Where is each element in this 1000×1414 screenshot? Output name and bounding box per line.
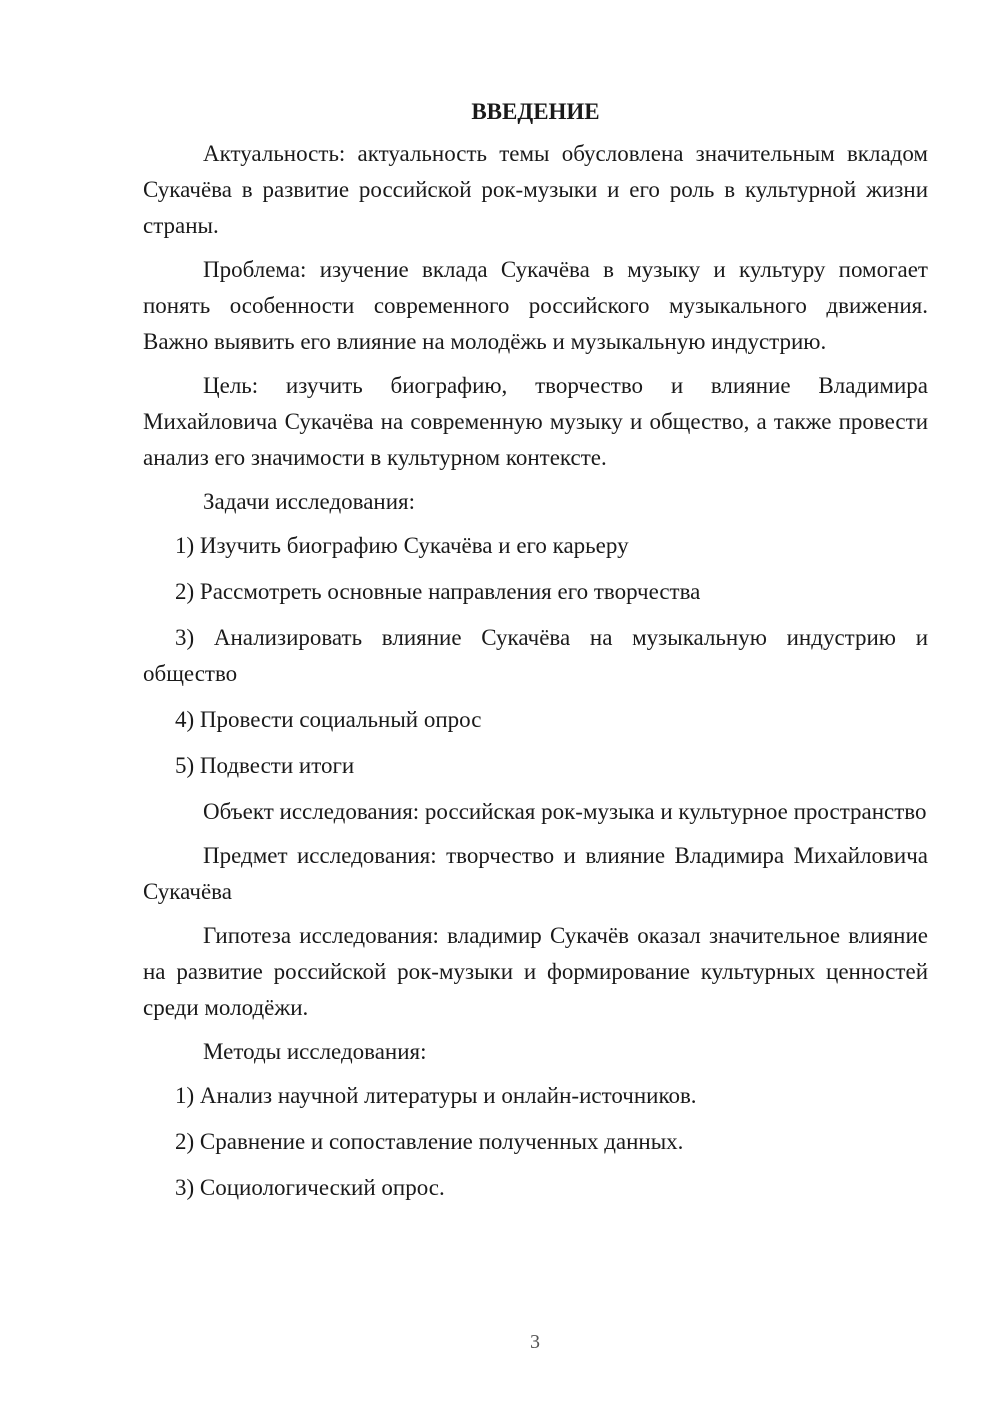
methods-heading: Методы исследования: xyxy=(203,1039,427,1064)
task-item-5: 5) Подвести итоги xyxy=(175,753,355,778)
goal-paragraph: Цель: изучить биографию, творчество и влияние Владимира Михайловича Сукачёва на современную музыку и общество, а также провести анализ его значимости в культурном контексте. xyxy=(143,373,928,470)
tasks-heading: Задачи исследования: xyxy=(203,489,416,514)
task-item-4: 4) Провести социальный опрос xyxy=(175,707,482,732)
task-item-3: 3) Анализировать влияние Сукачёва на музыкальную индустрию и общество xyxy=(143,625,928,686)
hypothesis-paragraph: Гипотеза исследования: владимир Сукачёв оказал значительное влияние на развитие российской рок-музыки и формирование культурных ценностей среди молодёжи. xyxy=(143,923,928,1020)
method-item-1: 1) Анализ научной литературы и онлайн-источников. xyxy=(175,1083,697,1108)
method-item-2: 2) Сравнение и сопоставление полученных данных. xyxy=(175,1129,684,1154)
task-item-2: 2) Рассмотреть основные направления его творчества xyxy=(175,579,701,604)
task-item-1: 1) Изучить биографию Сукачёва и его карьеру xyxy=(175,533,629,558)
subject-paragraph: Предмет исследования: творчество и влияние Владимира Михайловича Сукачёва xyxy=(143,843,928,904)
page-content xyxy=(143,96,928,1216)
problem-paragraph: Проблема: изучение вклада Сукачёва в музыку и культуру помогает понять особенности современного российского музыкального движения. Важно выявить его влияние на молодёжь и музыкальную индустрию. xyxy=(143,257,928,354)
object-paragraph: Объект исследования: российская рок-музыка и культурное пространство xyxy=(203,799,927,824)
page-number: 3 xyxy=(530,1331,540,1353)
page-title: ВВЕДЕНИЕ xyxy=(471,99,600,124)
method-item-3: 3) Социологический опрос. xyxy=(175,1175,445,1200)
relevance-paragraph: Актуальность: актуальность темы обусловлена значительным вкладом Сукачёва в развитие российской рок-музыки и его роль в культурной жизни страны. xyxy=(143,141,928,238)
